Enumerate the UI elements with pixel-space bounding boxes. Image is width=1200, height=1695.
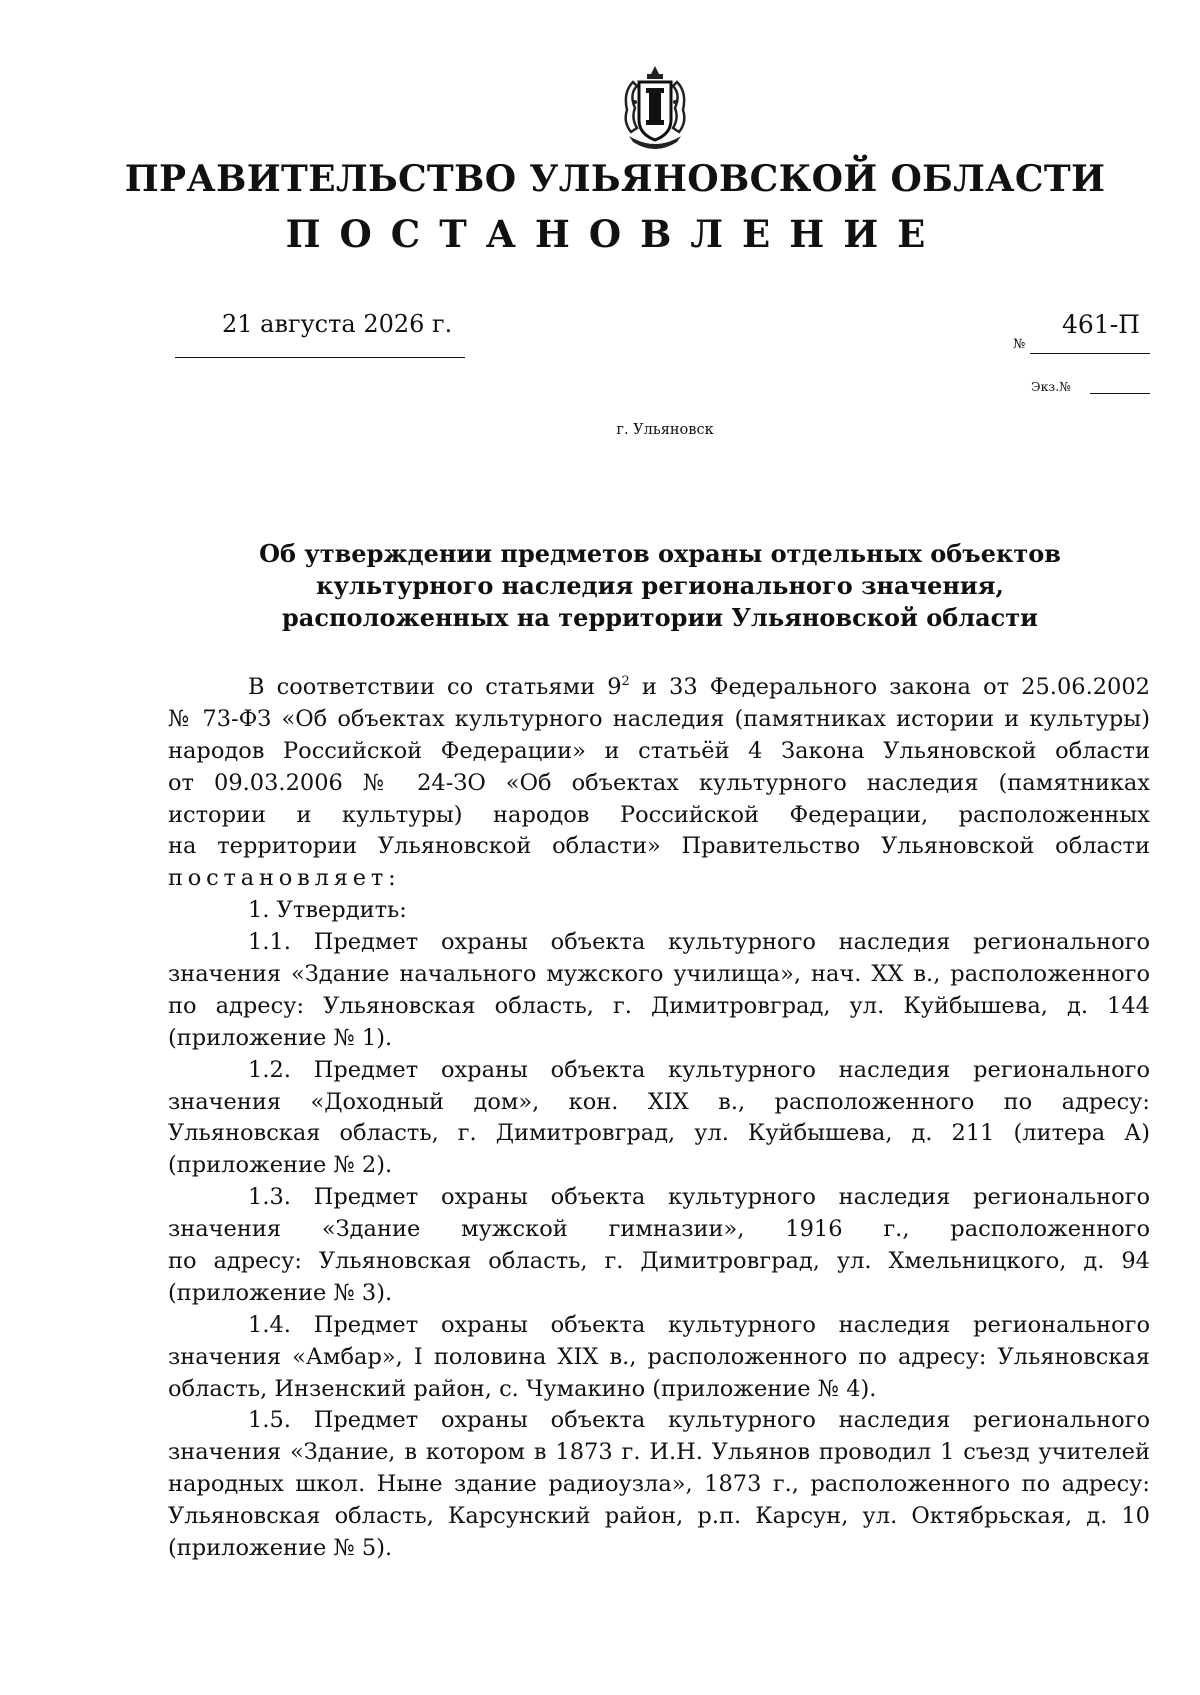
text-line: по адресу: Ульяновская область, г. Димитровград, ул. Хмельницкого, д. 94 [168,1248,1150,1275]
document-number: 461-П [1062,310,1140,339]
text-line: на территории Ульяновской области» Правительство Ульяновской области [168,833,1150,860]
date-underline [175,357,465,358]
text-line: значения «Здание начального мужского училища», нач. XX в., расположенного [168,961,1150,988]
approve-clause: 1. Утвердить: [248,897,407,924]
preamble [168,672,1150,895]
text-line: (приложение № 3). [168,1279,393,1306]
number-underline [1030,353,1150,354]
text-line: истории и культуры) народов Российской Федерации, расположенных [168,801,1150,828]
ulyanovsk-coat-of-arms-icon [615,62,695,154]
text-line: область, Инзенский район, с. Чумакино (приложение № 4). [168,1375,877,1402]
text-line: народов Российской Федерации» и статьёй 4 Закона Ульяновской области [168,737,1150,764]
item-1-4 [168,1310,1150,1406]
text-line: значения «Амбар», I половина XIX в., расположенного по адресу: Ульяновская [168,1343,1150,1370]
text-line: 1.4. Предмет охраны объекта культурного наследия регионального [248,1311,1150,1338]
title-line: Об утверждении предметов охраны отдельных объектов [259,539,1061,568]
text-line: значения «Здание мужской гимназии», 1916 г., расположенного [168,1216,1150,1243]
item-1-2 [168,1055,1150,1183]
text-line: постановляет: [168,865,401,892]
text-line: 1.5. Предмет охраны объекта культурного наследия регионального [248,1407,1150,1434]
city: г. Ульяновск [616,422,714,438]
item-1-1 [168,927,1150,1055]
document-type: ПОСТАНОВЛЕНИЕ [285,212,945,256]
text-line: (приложение № 5). [168,1535,393,1562]
text-line: В соответствии со статьями $9^2$ и 33 Федерального закона от 25.06.2002 [248,674,1150,700]
text-line: 1.2. Предмет охраны объекта культурного наследия регионального [248,1056,1150,1083]
text-line: народных школ. Ныне здание радиоузла», 1873 г., расположенного по адресу: [168,1471,1150,1498]
text-line: по адресу: Ульяновская область, г. Димитровград, ул. Куйбышева, д. 144 [168,992,1150,1019]
text-line: от 09.03.2006 № 24-ЗО «Об объектах культурного наследия (памятниках [168,769,1150,796]
item-1-3 [168,1182,1150,1310]
text-line: Ульяновская область, г. Димитровград, ул. Куйбышева, д. 211 (литера А) [168,1120,1150,1147]
text-line: значения «Здание, в котором в 1873 г. И.Н. Ульянов проводил 1 съезд учителей [168,1439,1150,1466]
title-line: культурного наследия регионального значения, [316,571,1004,600]
text-line: значения «Доходный дом», кон. XIX в., расположенного по адресу: [168,1088,1150,1115]
organization-name: ПРАВИТЕЛЬСТВО УЛЬЯНОВСКОЙ ОБЛАСТИ [124,158,1106,200]
document-title [230,538,1090,634]
document-date: 21 августа 2026 г. [222,310,453,338]
text-line: (приложение № 1). [168,1024,393,1051]
text-line: Ульяновская область, Карсунский район, р.п. Карсун, ул. Октябрьская, д. 10 [168,1503,1150,1530]
item-1-5 [168,1405,1150,1564]
copy-underline [1090,393,1150,394]
text-line: 1.3. Предмет охраны объекта культурного наследия регионального [248,1184,1150,1211]
copy-label: Экз.№ [1031,379,1071,394]
title-line: расположенных на территории Ульяновской области [282,603,1038,632]
document-body [168,672,1150,1565]
text-line: № 73-ФЗ «Об объектах культурного наследия (памятниках истории и культуры) [168,705,1150,732]
text-line: 1.1. Предмет охраны объекта культурного наследия регионального [248,929,1150,956]
number-sign: № [1013,337,1026,352]
text-line: (приложение № 2). [168,1152,393,1179]
